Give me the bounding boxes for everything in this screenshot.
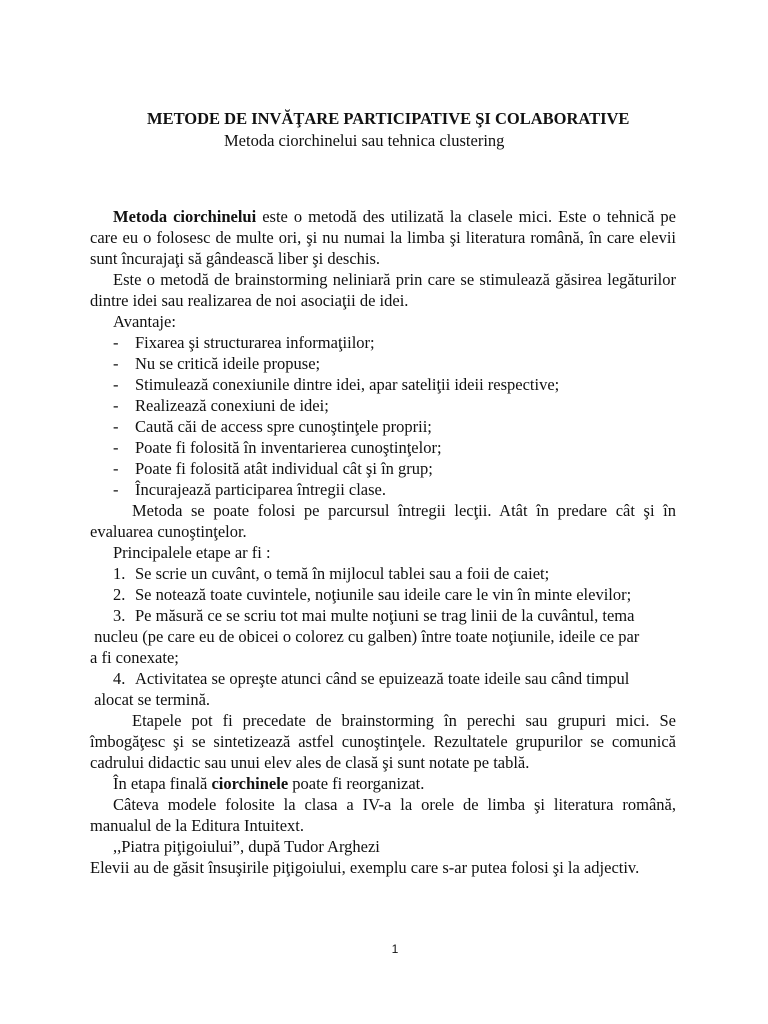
list-item [90,437,676,458]
list-item-text: Nu se critică ideile propuse; [135,354,321,373]
bold-term: ciorchinele [211,774,289,793]
list-item [90,416,676,437]
document-body [90,206,676,878]
list-item-text: Încurajează participarea întregii clase. [135,480,387,499]
text-fragment: În etapa finală [113,774,212,793]
paragraph-models: Câteva modele folosite la clasa a IV-a la orele de limba şi literatura română, manualul de la Editura Intuitext. [90,795,676,835]
list-item-text: Stimulează conexiunile dintre idei, apar sateliţii ideii respective; [135,375,560,394]
list-item [90,374,676,395]
list-item-text: Realizează conexiuni de idei; [135,396,329,415]
list-item [90,332,676,353]
numbered-item [90,668,676,689]
numbered-item [90,563,676,584]
advantages-heading: Avantaje: [113,312,176,331]
item-number: 4. [113,669,126,688]
paragraph-stages-note: Etapele pot fi precedate de brainstorming în perechi sau grupuri mici. Se îmbogăţesc şi se sintetizează astfel cunoştinţele. Rezultatele grupurilor se comunică cadrului didactic sau unui elev ales de clasă şi sunt notate pe tablă. [90,711,676,772]
paragraph-intro [90,206,676,269]
item-continuation: a fi conexate; [90,648,179,667]
list-dash: - [113,333,119,352]
item-number: 3. [113,606,126,625]
list-item-text: Caută căi de access spre cunoştinţele proprii; [135,417,432,436]
list-dash: - [113,417,119,436]
item-text: Activitatea se opreşte atunci când se epuizează toate ideile sau când timpul [135,669,630,688]
item-number: 2. [113,585,126,604]
item-continuation: alocat se termină. [90,690,211,709]
numbered-item [90,605,676,626]
list-dash: - [113,480,119,499]
item-text: Pe măsură ce se scriu tot mai multe noţiuni se trag linii de la cuvântul, tema [135,606,635,625]
list-item-text: Poate fi folosită atât individual cât şi în grup; [135,459,433,478]
stages-list [90,563,676,710]
paragraph-final-stage [90,773,676,794]
stages-heading: Principalele etape ar fi : [113,543,271,562]
advantages-list [90,332,676,500]
list-dash: - [113,396,119,415]
list-item [90,479,676,500]
list-item-text: Poate fi folosită în inventarierea cunoştinţelor; [135,438,442,457]
list-item [90,353,676,374]
list-dash: - [113,354,119,373]
item-continuation: nucleu (pe care eu de obicei o colorez cu galben) între toate noţiunile, ideile ce par [90,627,640,646]
numbered-item [90,584,676,605]
paragraph-task: Elevii au de găsit însuşirile piţigoiului, exemplu care s-ar putea folosi şi la adjectiv. [90,858,640,877]
document-title: METODE DE INVĂŢARE PARTICIPATIVE ŞI COLABORATIVE [147,109,630,128]
list-dash: - [113,459,119,478]
list-item-text: Fixarea şi structurarea informaţiilor; [135,333,375,352]
paragraph-definition: Este o metodă de brainstorming neliniară prin care se stimulează găsirea legăturilor dintre idei sau realizarea de noi asociaţii de idei. [90,270,676,310]
paragraph-text-title: ,,Piatra piţigoiului”, după Tudor Arghezi [113,837,380,856]
item-text: Se notează toate cuvintele, noţiunile sau ideile care le vin în minte elevilor; [135,585,632,604]
list-item [90,458,676,479]
list-item [90,395,676,416]
item-number: 1. [113,564,126,583]
page-number: 1 [391,942,399,956]
list-dash: - [113,375,119,394]
paragraph-usage: Metoda se poate folosi pe parcursul întregii lecţii. Atât în predare cât şi în evaluarea cunoştinţelor. [90,501,676,541]
list-dash: - [113,438,119,457]
document-subtitle: Metoda ciorchinelui sau tehnica clustering [224,131,505,150]
item-text: Se scrie un cuvânt, o temă în mijlocul tablei sau a foii de caiet; [135,564,550,583]
paragraph-text: este o metodă des utilizată la clasele mici. Este o tehnică pe care eu o folosesc de multe ori, şi nu numai la limba şi literatura română, în care elevii sunt încurajaţi să gândească liber şi deschis. [90,207,677,268]
text-fragment: poate fi reorganizat. [288,774,425,793]
bold-term: Metoda ciorchinelui [113,207,257,226]
